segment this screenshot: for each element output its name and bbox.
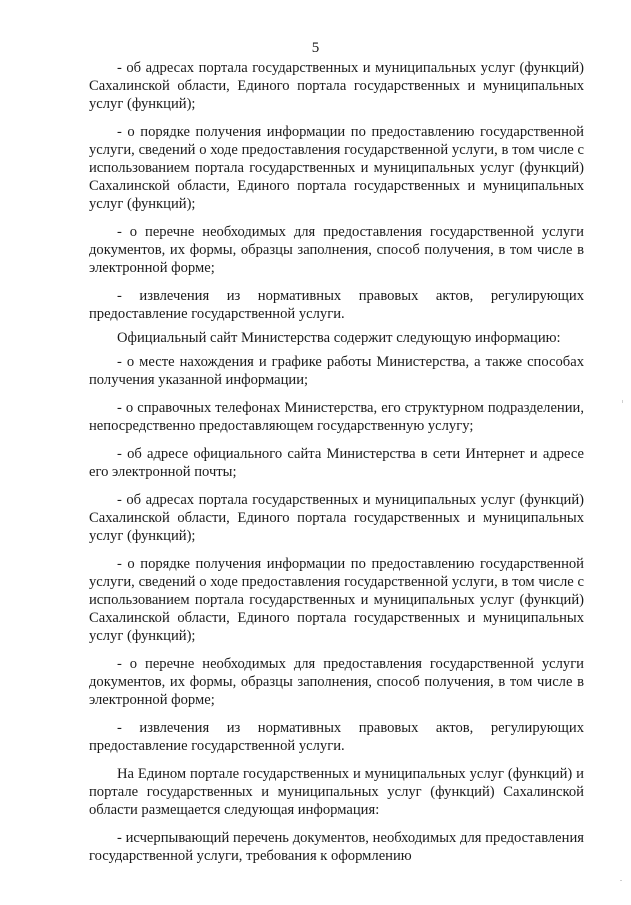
scan-edge-mark bbox=[622, 400, 623, 403]
paragraph-info-procedure-2: - о порядке получения информации по предоставлению государственной услуги, сведений о ходе предоставления государственной услуги, в том числе с использованием портала государственных и муниципальных услуг (функций) Сахалинской области, Единого портала государственных и муниципальных услуг (функций); bbox=[89, 556, 584, 644]
scan-edge-mark bbox=[620, 880, 622, 881]
paragraph-website-intro: Официальный сайт Министерства содержит следующую информацию: bbox=[117, 330, 561, 346]
paragraph-info-procedure: - о порядке получения информации по предоставлению государственной услуги, сведений о ходе предоставления государственной услуги, в том числе с использованием портала государственных и муниципальных услуг (функций) Сахалинской области, Единого портала государственных и муниципальных услуг (функций); bbox=[89, 124, 584, 212]
paragraph-documents-list: - о перечне необходимых для предоставления государственной услуги документов, их формы, образцы заполнения, способ получения, в том числе в электронной форме; bbox=[89, 224, 584, 276]
paragraph-documents-list-2: - о перечне необходимых для предоставления государственной услуги документов, их формы, образцы заполнения, способ получения, в том числе в электронной форме; bbox=[89, 656, 584, 708]
paragraph-regulatory-extracts-2: - извлечения из нормативных правовых актов, регулирующих предоставление государственной услуги. bbox=[89, 720, 584, 754]
paragraph-website-email: - об адресе официального сайта Министерства в сети Интернет и адресе его электронной почты; bbox=[89, 446, 584, 480]
paragraph-phones: - о справочных телефонах Министерства, его структурном подразделении, непосредственно предоставляющем государственную услугу; bbox=[89, 400, 584, 434]
page-number: 5 bbox=[311, 40, 320, 56]
paragraph-portal-addresses-2: - об адресах портала государственных и муниципальных услуг (функций) Сахалинской области, Единого портала государственных и муниципальных услуг (функций); bbox=[89, 492, 584, 544]
paragraph-portal-addresses: - об адресах портала государственных и муниципальных услуг (функций) Сахалинской области, Единого портала государственных и муниципальных услуг (функций); bbox=[89, 60, 584, 112]
paragraph-exhaustive-list: - исчерпывающий перечень документов, необходимых для предоставления государственной услуги, требования к оформлению bbox=[89, 830, 584, 864]
paragraph-regulatory-extracts: - извлечения из нормативных правовых актов, регулирующих предоставление государственной услуги. bbox=[89, 288, 584, 322]
document-body bbox=[89, 59, 584, 875]
paragraph-location-schedule: - о месте нахождения и графике работы Министерства, а также способах получения указанной информации; bbox=[89, 354, 584, 388]
paragraph-unified-portal-intro: На Едином портале государственных и муниципальных услуг (функций) и портале государственных и муниципальных услуг (функций) Сахалинской области размещается следующая информация: bbox=[89, 766, 584, 818]
